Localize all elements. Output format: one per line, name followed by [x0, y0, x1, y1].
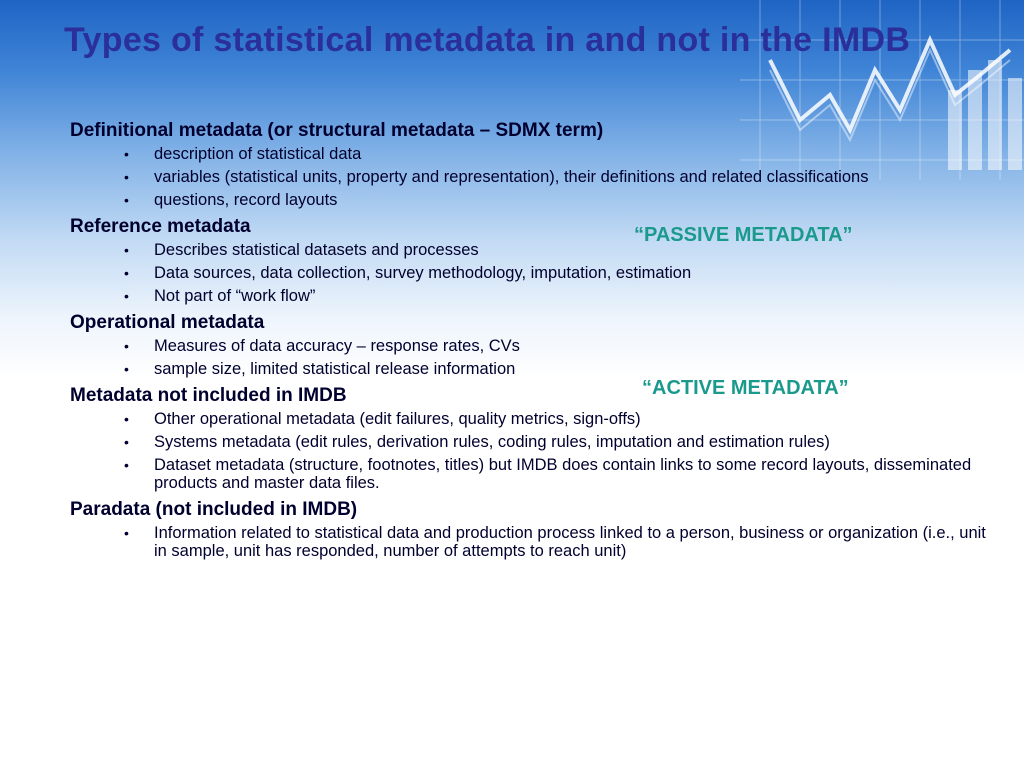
list-item: • Not part of “work flow”	[124, 287, 316, 305]
list-item: • questions, record layouts	[124, 191, 338, 209]
bullet-icon: •	[124, 434, 129, 450]
section-heading: Operational metadata	[70, 312, 265, 333]
active-metadata-callout: “ACTIVE METADATA”	[642, 377, 849, 399]
list-item: • variables (statistical units, property and representation), their definitions and related classifications	[124, 168, 869, 186]
bullet-icon: •	[124, 457, 129, 473]
section-heading: Definitional metadata (or structural metadata – SDMX term)	[70, 120, 604, 141]
bullet-icon: •	[124, 361, 129, 377]
section-reference-metadata	[70, 215, 1000, 305]
section-metadata-not-in-imdb	[70, 384, 1000, 492]
bullet-list	[70, 145, 1000, 209]
bullet-icon: •	[124, 242, 129, 258]
bullet-list	[70, 410, 1000, 492]
list-item: • Information related to statistical data and production process linked to a person, business or organization (i.e., unit in sample, unit has responded, number of attempts to reach unit)	[124, 524, 986, 560]
passive-metadata-callout: “PASSIVE METADATA”	[634, 224, 853, 246]
list-item: • Systems metadata (edit rules, derivation rules, coding rules, imputation and estimation rules)	[124, 433, 830, 451]
slide-title: Types of statistical metadata in and not in the IMDB	[64, 21, 911, 59]
list-item: • Data sources, data collection, survey methodology, imputation, estimation	[124, 264, 692, 282]
list-item: • Measures of data accuracy – response rates, CVs	[124, 337, 520, 355]
section-heading: Metadata not included in IMDB	[70, 385, 347, 406]
bullet-icon: •	[124, 525, 129, 541]
bullet-list	[70, 524, 1000, 560]
section-definitional-metadata	[70, 119, 1000, 209]
bullet-icon: •	[124, 411, 129, 427]
list-item: • description of statistical data	[124, 145, 362, 163]
bullet-list	[70, 337, 1000, 378]
bullet-icon: •	[124, 265, 129, 281]
bullet-icon: •	[124, 288, 129, 304]
section-heading: Paradata (not included in IMDB)	[70, 499, 358, 520]
section-paradata	[70, 498, 1000, 560]
bullet-list	[70, 241, 1000, 305]
list-item: • sample size, limited statistical release information	[124, 360, 516, 378]
list-item: • Other operational metadata (edit failures, quality metrics, sign-offs)	[124, 410, 641, 428]
section-operational-metadata	[70, 311, 1000, 378]
bullet-icon: •	[124, 338, 129, 354]
bullet-icon: •	[124, 169, 129, 185]
section-heading: Reference metadata	[70, 216, 251, 237]
bullet-icon: •	[124, 146, 129, 162]
list-item: • Dataset metadata (structure, footnotes, titles) but IMDB does contain links to some record layouts, disseminated products and master data files.	[124, 456, 972, 492]
list-item: • Describes statistical datasets and processes	[124, 241, 479, 259]
bullet-icon: •	[124, 192, 129, 208]
slide-content	[70, 119, 1000, 566]
